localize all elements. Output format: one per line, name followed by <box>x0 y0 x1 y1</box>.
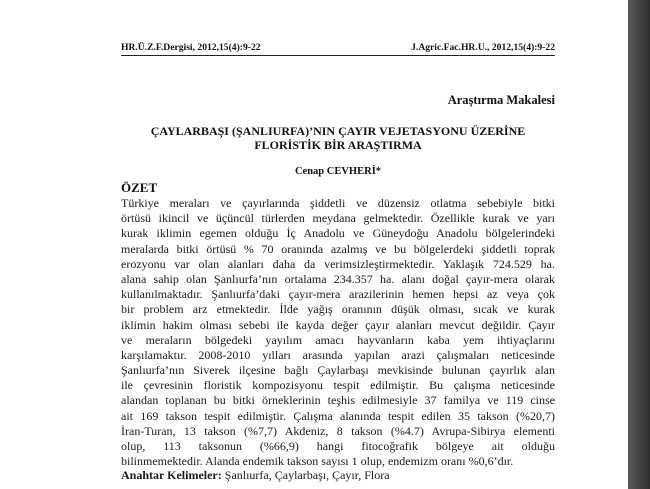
header-right: J.Agric.Fac.HR.U., 2012,15(4):9-22 <box>411 42 555 53</box>
abstract-line: örtüsü ikincil ve üçüncül türlerden meydana gelmektedir. Özellikle kurak ve yarı <box>121 211 555 226</box>
abstract-line: olup, 113 taksonun (%66,9) hangi fitocoğrafik bölgeye ait olduğu <box>121 439 555 453</box>
abstract-line: alana sahip olan Şanlıurfa’nın ortalama 234.357 ha. alanı doğal çayır-mera olarak <box>121 271 555 286</box>
article-type: Araştırma Makalesi <box>447 93 555 107</box>
abstract-body <box>121 196 555 469</box>
abstract-line: bilinmemektedir. Alanda endemik takson sayısı 1 olup, endemizm oranı %0,6’dır. <box>121 454 514 469</box>
running-header <box>121 42 555 53</box>
abstract-line: Şanlıurfa’nın Siverek ilçesine bağlı Çaylarbaşı mevkisinde bulunan çayırlık alan <box>121 363 555 378</box>
abstract-line: ile çevresinin floristik kompozisyonu tespit edilmiştir. Bu çalışma neticesinde <box>121 378 555 393</box>
title-line-1: ÇAYLARBAŞI (ŞANLIURFA)’NIN ÇAYIR VEJETASYONU ÜZERİNE <box>150 124 526 138</box>
keywords-value: Şanlıurfa, Çaylarbaşı, Çayır, Flora <box>221 468 390 482</box>
viewer-edge <box>628 0 650 489</box>
paper-title <box>121 124 555 152</box>
abstract-line: alandan toplanan bu bitki örneklerinin teşhis edilmesiyle 37 familya ve 119 cinse <box>121 393 555 408</box>
abstract-line: iklimin hakim olması sebebi ile kayda değer çayır alanları mevcut değildir. Çayır <box>121 317 555 332</box>
abstract-line: İran-Turan, 13 takson (%7,7) Akdeniz, 8 takson (%4.7) Avrupa-Sibirya elementi <box>121 423 555 438</box>
title-line-2: FLORİSTİK BİR ARAŞTIRMA <box>254 138 422 152</box>
abstract-heading: ÖZET <box>121 180 158 195</box>
abstract-line: meralarda bitki örtüsü % 70 oranında azalmış ve bu bölgelerdeki şiddetli toprak <box>121 241 555 256</box>
abstract-line: karşılamaktır. 2008-2010 yılları arasında yapılan arazi çalışmaları neticesinde <box>121 347 555 362</box>
abstract-line: kurak iklimin egemen olduğu İç Anadolu ve Güneydoğu Anadolu bölgelerindeki <box>121 226 555 241</box>
abstract-line: kullanılmaktadır. Şanlıurfa’daki çayır-mera arazilerinin hemen hepsi az veya çok <box>121 287 555 302</box>
header-rule <box>121 55 555 56</box>
abstract-line: Türkiye meraları ve çayırlarında şiddetli ve düzensiz otlatma sebebiyle bitki <box>121 196 555 210</box>
author: Cenap CEVHERİ* <box>294 166 382 177</box>
header-left: HR.Ü.Z.F.Dergisi, 2012,15(4):9-22 <box>121 42 261 53</box>
abstract-line: bir problem arz etmektedir. İlde yağış oranının düşük olması, sıcak ve kurak <box>121 302 555 317</box>
abstract-line: ait 169 takson tespit edilmiştir. Çalışma alanında tespit edilen 35 takson (%20,7) <box>121 408 555 423</box>
abstract-line: ve meraların bölgedeki yayılım amacı hayvanların kaba yem ihtiyaçlarını <box>121 332 555 347</box>
keywords <box>121 468 390 483</box>
abstract-line: erozyonu var olan alanları daha da verimsizleştirmektedir. Yaklaşık 724.529 ha. <box>121 256 555 271</box>
keywords-label: Anahtar Kelimeler: <box>121 468 222 482</box>
